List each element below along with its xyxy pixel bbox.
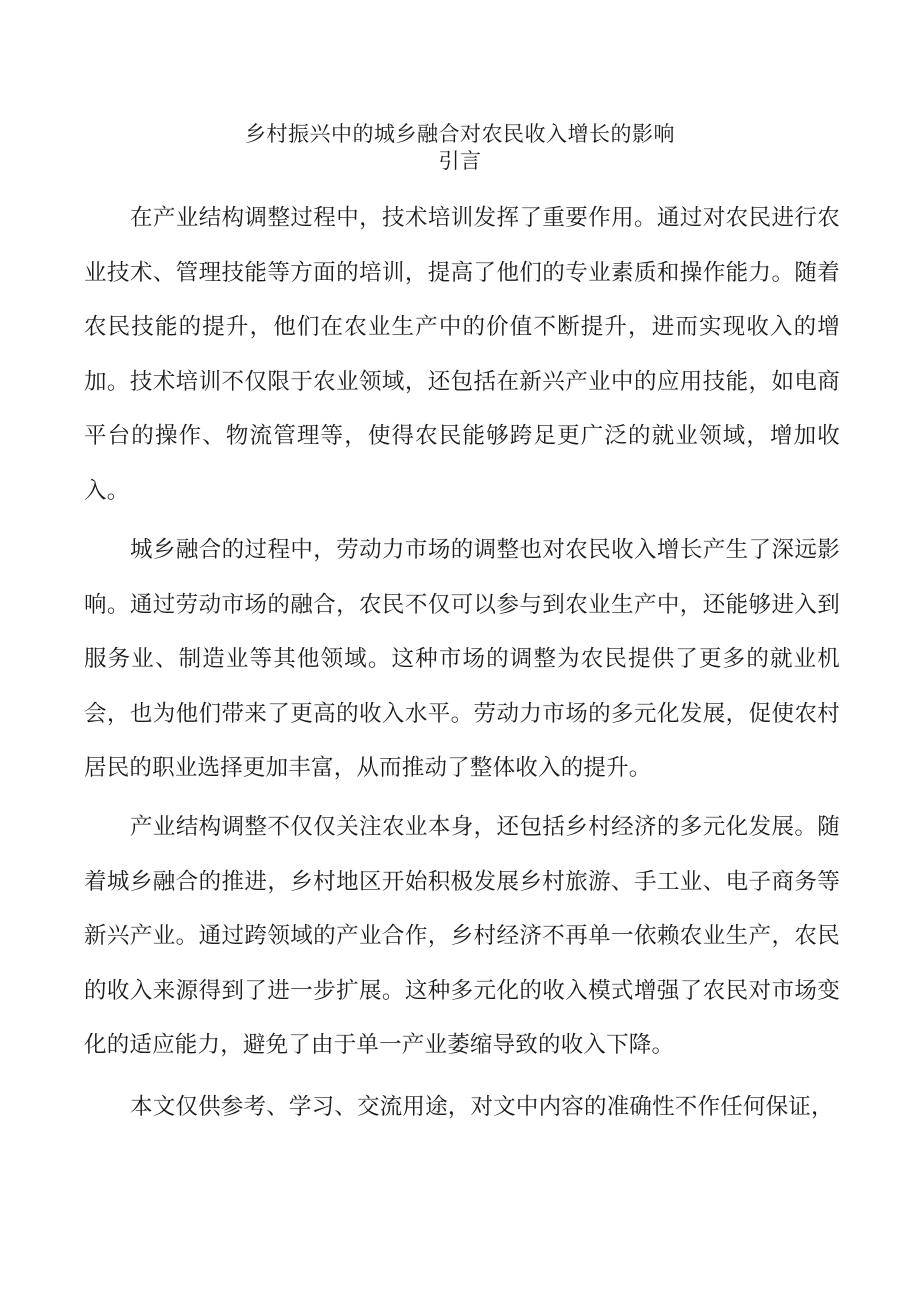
- section-heading: 引言: [438, 149, 482, 173]
- paragraph: 城乡融合的过程中，劳动力市场的调整也对农民收入增长产生了深远影响。通过劳动市场的融合，农民不仅可以参与到农业生产中，还能够进入到服务业、制造业等其他领域。这种市场的调整为农民提供了更多的就业机会，也为他们带来了更高的收入水平。劳动力市场的多元化发展，促使农村居民的职业选择更加丰富，从而推动了整体收入的提升。: [84, 537, 840, 781]
- document-title: 乡村振兴中的城乡融合对农民收入增长的影响: [245, 122, 675, 146]
- disclaimer-paragraph: 本文仅供参考、学习、交流用途，对文中内容的准确性不作任何保证，: [130, 1094, 834, 1120]
- paragraph: 在产业结构调整过程中，技术培训发挥了重要作用。通过对农民进行农业技术、管理技能等方面的培训，提高了他们的专业素质和操作能力。随着农民技能的提升，他们在农业生产中的价值不断提升，进而实现收入的增加。技术培训不仅限于农业领域，还包括在新兴产业中的应用技能，如电商平台的操作、物流管理等，使得农民能够跨足更广泛的就业领域，增加收入。: [84, 205, 840, 504]
- paragraph: 产业结构调整不仅仅关注农业本身，还包括乡村经济的多元化发展。随着城乡融合的推进，乡村地区开始积极发展乡村旅游、手工业、电子商务等新兴产业。通过跨领域的产业合作，乡村经济不再单一依赖农业生产，农民的收入来源得到了进一步扩展。这种多元化的收入模式增强了农民对市场变化的适应能力，避免了由于单一产业萎缩导致的收入下降。: [84, 814, 840, 1058]
